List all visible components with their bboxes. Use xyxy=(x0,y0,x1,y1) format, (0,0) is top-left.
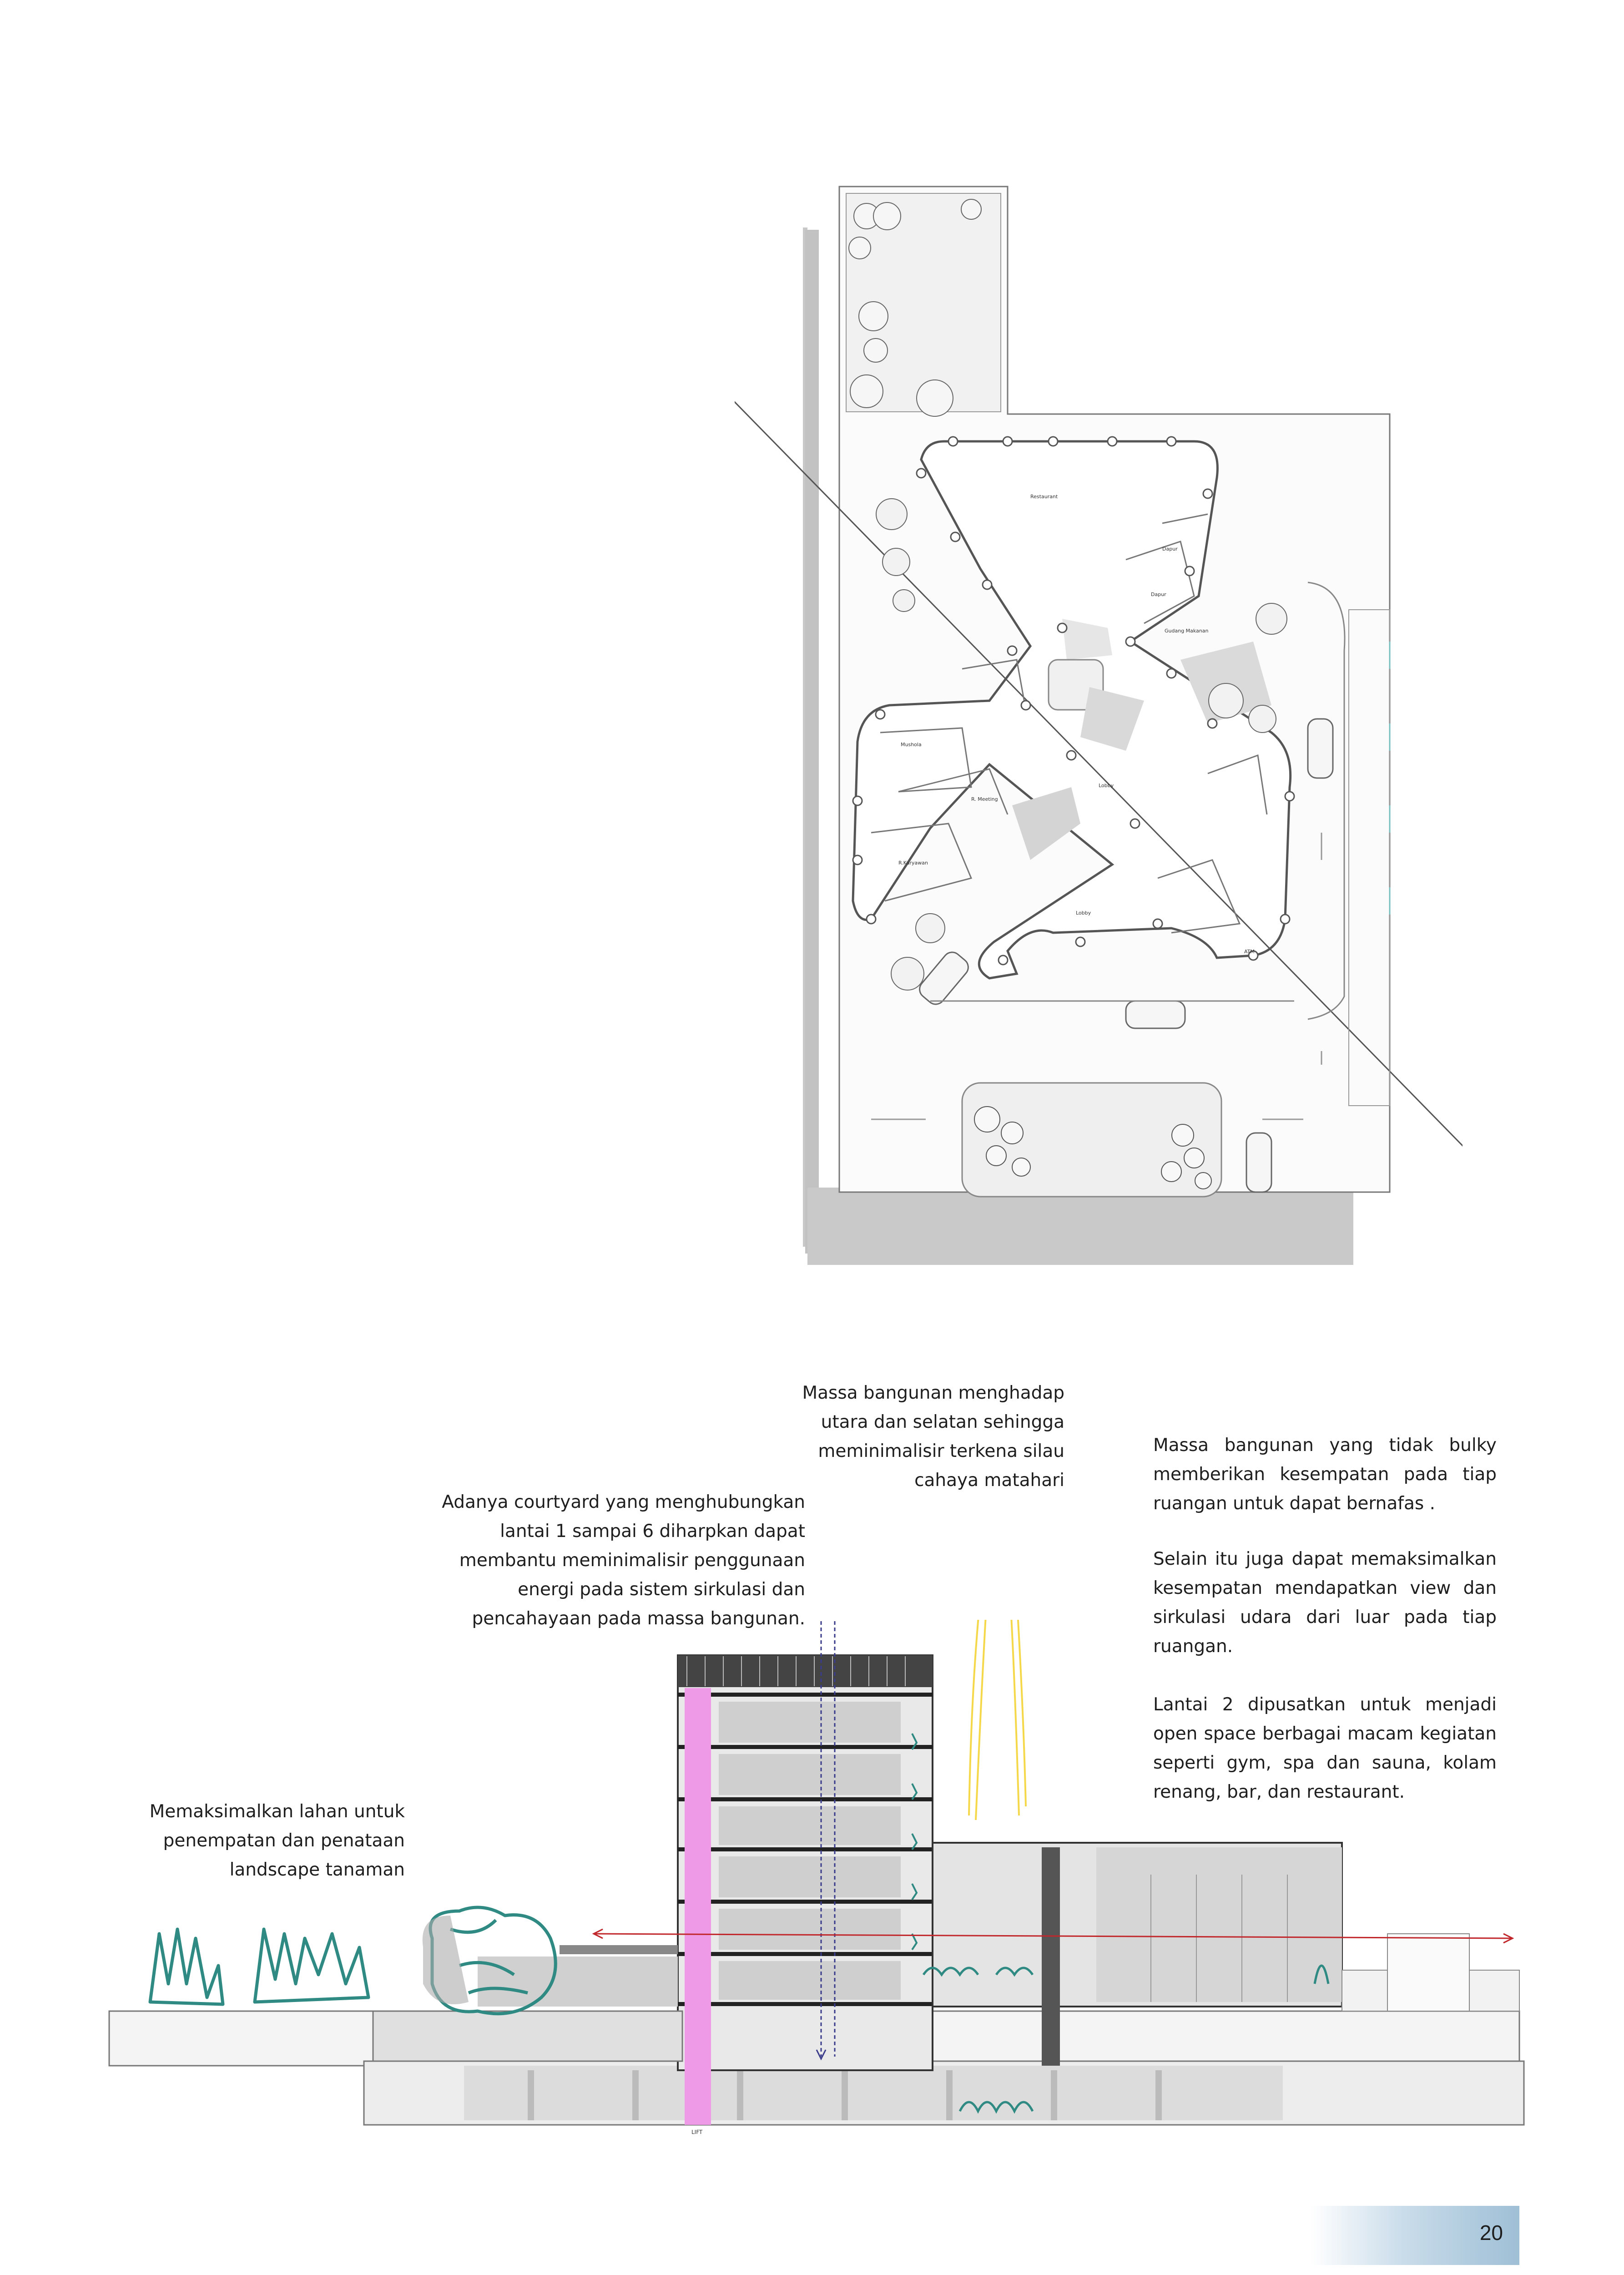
plan-shadow-bottom xyxy=(807,1188,1353,1265)
label-lobby-2: Lobby xyxy=(1076,910,1091,916)
section-drawing xyxy=(105,1620,1528,2148)
label-lobby-1: Lobby xyxy=(1099,783,1114,789)
label-gudang: Gudang Makanan xyxy=(1165,628,1209,634)
left-pavilion-roof xyxy=(560,1945,678,1954)
footer-bar xyxy=(1310,2206,1519,2265)
annex-column xyxy=(1042,1847,1060,2066)
tower-roof-screen xyxy=(678,1655,933,1687)
page-number: 20 xyxy=(1479,2221,1503,2245)
sun-rays xyxy=(969,1620,1026,1820)
tree-shadow xyxy=(423,1916,469,2004)
label-restaurant: Restaurant xyxy=(1030,494,1058,500)
site-plan xyxy=(735,150,1463,1301)
lift-label: LIFT xyxy=(691,2129,703,2135)
note-bulky-1: Massa bangunan yang tidak bulky memberikan kesempatan pada tiap ruangan untuk dapat bernafas . xyxy=(1153,1435,1497,1514)
plan-shadow-left xyxy=(805,230,819,1254)
label-atm: ATM xyxy=(1244,949,1255,955)
label-mushola: Mushola xyxy=(901,742,922,748)
note-courtyard: Adanya courtyard yang menghubungkan lantai 1 sampai 6 diharpkan dapat membantu meminimalisir penggunaan energi pada sistem sirkulasi dan pencahayaan pada massa bangunan. xyxy=(442,1492,805,1629)
left-pavilion xyxy=(478,1956,678,2007)
note-bulky-2: Selain itu juga dapat memaksimalkan kesempatan mendapatkan view dan sirkulasi udara dari luar pada tiap ruangan. xyxy=(1153,1549,1497,1657)
label-dapur-1: Dapur xyxy=(1162,546,1178,552)
site-plan-drawing xyxy=(735,150,1463,1301)
label-karyawan: R.Karyawan xyxy=(898,860,928,866)
label-meeting: R. Meeting xyxy=(971,796,998,802)
building-section xyxy=(105,1620,1528,2148)
note-lantai-2: Lantai 2 dipusatkan untuk menjadi open space berbagai macam kegiatan seperti gym, spa dan sauna, kolam renang, bar, dan restaurant. xyxy=(1153,1694,1497,1802)
label-dapur-2: Dapur xyxy=(1151,592,1166,597)
left-podium xyxy=(373,2011,682,2061)
annex-interior xyxy=(1096,1847,1342,2002)
note-orientation: Massa bangunan menghadap utara dan selatan sehingga meminimalisir terkena silau cahaya matahari xyxy=(802,1383,1064,1491)
east-hut xyxy=(1387,1934,1469,2011)
note-landscape: Memaksimalkan lahan untuk penempatan dan penataan landscape tanaman xyxy=(149,1801,405,1880)
service-core xyxy=(685,1688,711,2125)
